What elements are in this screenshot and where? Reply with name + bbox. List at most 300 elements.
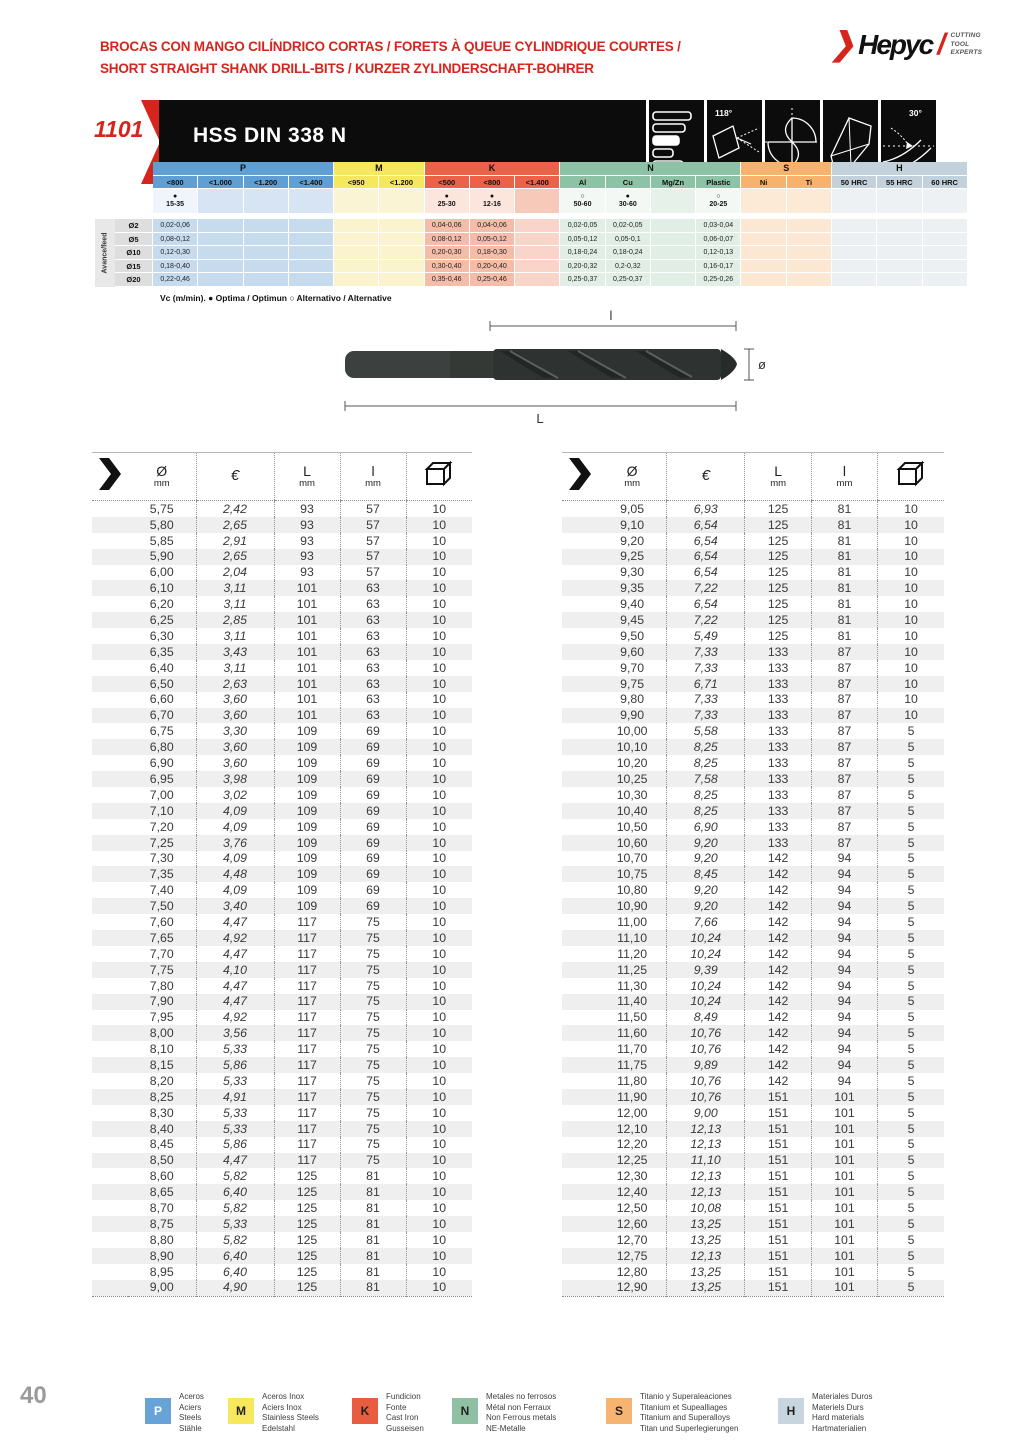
feed-cell xyxy=(289,219,334,233)
chevron-spacer-cell xyxy=(562,1184,598,1200)
cell-pack-qty: 10 xyxy=(406,803,472,819)
cutting-speed-cell xyxy=(515,188,560,213)
cell-diameter: 8,00 xyxy=(149,1026,174,1041)
cell-pack-qty: 5 xyxy=(878,1200,944,1216)
legend-line: Gusseisen xyxy=(386,1423,424,1433)
chevron-spacer-cell xyxy=(562,835,598,851)
cell-diameter: 8,90 xyxy=(149,1248,174,1263)
cell-price: 3,02 xyxy=(196,787,274,803)
cell-diameter: 6,10 xyxy=(149,581,174,596)
cell-pack-qty: 5 xyxy=(878,1232,944,1248)
material-subcolumn-row xyxy=(153,175,968,188)
cell-length-L: 133 xyxy=(745,803,811,819)
legend-item-M xyxy=(228,1392,319,1434)
cell-pack-qty: 10 xyxy=(406,755,472,771)
cell-price: 4,09 xyxy=(196,803,274,819)
table-row xyxy=(562,962,944,978)
cell-price: 3,56 xyxy=(196,1025,274,1041)
cell-length-l: 75 xyxy=(340,1057,406,1073)
cell-pack-qty: 5 xyxy=(878,866,944,882)
table-row xyxy=(92,1264,472,1280)
feed-cell: 0,03-0,04 xyxy=(696,219,741,233)
cell-length-L: 125 xyxy=(274,1200,340,1216)
cell-length-L: 125 xyxy=(745,565,811,581)
cell-length-L: 93 xyxy=(274,533,340,549)
chevron-spacer-cell xyxy=(92,1264,128,1280)
table-row xyxy=(562,835,944,851)
table-row xyxy=(92,1184,472,1200)
cell-length-l: 69 xyxy=(340,851,406,867)
chevron-spacer-cell xyxy=(92,1137,128,1153)
cell-price: 4,47 xyxy=(196,978,274,994)
chevron-spacer-cell xyxy=(92,1121,128,1137)
cell-length-l: 63 xyxy=(340,692,406,708)
table-row xyxy=(92,851,472,867)
cell-pack-qty: 10 xyxy=(406,517,472,533)
cell-pack-qty: 10 xyxy=(406,962,472,978)
cell-length-L: 151 xyxy=(745,1105,811,1121)
cell-pack-qty: 10 xyxy=(406,533,472,549)
chevron-spacer-cell xyxy=(562,882,598,898)
table-row xyxy=(562,565,944,581)
table-row xyxy=(562,628,944,644)
page-title xyxy=(100,36,681,79)
feed-cell xyxy=(923,260,968,274)
feed-cell xyxy=(787,273,832,287)
chevron-spacer-cell xyxy=(562,517,598,533)
price-table-header xyxy=(562,453,944,501)
cell-price: 6,93 xyxy=(667,501,745,517)
cell-length-L: 125 xyxy=(745,533,811,549)
cell-length-l: 101 xyxy=(811,1216,877,1232)
feed-cell xyxy=(832,233,877,247)
cell-price: 8,25 xyxy=(667,787,745,803)
chevron-spacer-cell xyxy=(92,851,128,867)
cell-length-L: 125 xyxy=(274,1232,340,1248)
table-row xyxy=(92,1137,472,1153)
cell-diameter: 8,50 xyxy=(149,1153,174,1168)
cell-price: 6,90 xyxy=(667,819,745,835)
material-subcolumn: <1.400 xyxy=(289,175,334,188)
legend-line: Steels xyxy=(179,1413,202,1423)
feed-cell: 0,25-0,37 xyxy=(560,273,605,287)
svg-text:ø: ø xyxy=(758,357,766,372)
legend-line: Edelstahl xyxy=(262,1423,295,1433)
cell-price: 2,65 xyxy=(196,549,274,565)
cell-diameter: 12,50 xyxy=(616,1200,648,1215)
feed-row xyxy=(115,273,968,287)
cell-length-l: 94 xyxy=(811,1025,877,1041)
chevron-spacer-cell xyxy=(92,1184,128,1200)
legend-item-S xyxy=(606,1392,738,1434)
cell-pack-qty: 10 xyxy=(406,882,472,898)
cell-length-L: 151 xyxy=(745,1184,811,1200)
feed-cell xyxy=(198,233,243,247)
cell-pack-qty: 5 xyxy=(878,819,944,835)
table-row xyxy=(562,1010,944,1026)
cell-length-L: 142 xyxy=(745,882,811,898)
cell-length-l: 57 xyxy=(340,549,406,565)
table-row xyxy=(92,1057,472,1073)
feed-cell: 0,05-0,1 xyxy=(606,233,651,247)
feed-cell xyxy=(877,233,922,247)
feed-cell: 0,20-0,30 xyxy=(425,246,470,260)
cell-length-l: 101 xyxy=(811,1184,877,1200)
cell-pack-qty: 5 xyxy=(878,946,944,962)
legend-text-M xyxy=(262,1392,319,1434)
chevron-spacer-cell xyxy=(92,1153,128,1169)
cell-price: 13,25 xyxy=(667,1232,745,1248)
feed-cell xyxy=(515,273,560,287)
chevron-spacer-cell xyxy=(562,898,598,914)
logo-slash-icon: / xyxy=(937,28,946,61)
material-group-header-row xyxy=(153,162,968,175)
chevron-spacer-cell xyxy=(92,644,128,660)
cell-length-L: 151 xyxy=(745,1216,811,1232)
cell-length-L: 109 xyxy=(274,787,340,803)
table-row xyxy=(562,882,944,898)
table-row xyxy=(92,1121,472,1137)
cell-price: 4,92 xyxy=(196,930,274,946)
product-name: HSS DIN 338 N xyxy=(193,124,347,147)
table-row xyxy=(562,819,944,835)
cell-pack-qty: 10 xyxy=(406,739,472,755)
page-number: 40 xyxy=(20,1382,47,1409)
cell-pack-qty: 10 xyxy=(406,1025,472,1041)
chevron-spacer-cell xyxy=(562,1010,598,1026)
cell-length-l: 81 xyxy=(811,596,877,612)
chevron-spacer-cell xyxy=(562,1089,598,1105)
cell-price: 3,40 xyxy=(196,898,274,914)
cell-pack-qty: 5 xyxy=(878,1264,944,1280)
cell-diameter: 10,50 xyxy=(616,819,648,834)
legend-line: Materiales Duros xyxy=(812,1392,873,1401)
cell-price: 8,25 xyxy=(667,755,745,771)
cell-diameter: 12,40 xyxy=(616,1185,648,1200)
chevron-spacer-cell xyxy=(92,517,128,533)
feed-cell: 0,08-0,12 xyxy=(425,233,470,247)
chevron-spacer-cell xyxy=(562,1073,598,1089)
cell-length-L: 109 xyxy=(274,835,340,851)
chevron-spacer-cell xyxy=(562,1121,598,1137)
cell-length-L: 101 xyxy=(274,628,340,644)
cutting-speed-cell xyxy=(832,188,877,213)
chevron-spacer-cell xyxy=(562,739,598,755)
cell-length-L: 151 xyxy=(745,1248,811,1264)
feed-cell xyxy=(741,260,786,274)
cell-length-L: 151 xyxy=(745,1232,811,1248)
cell-diameter: 9,40 xyxy=(620,597,645,612)
cell-length-l: 94 xyxy=(811,978,877,994)
cell-diameter: 10,75 xyxy=(616,867,648,882)
cell-price: 4,47 xyxy=(196,914,274,930)
cell-length-L: 133 xyxy=(745,660,811,676)
feed-cell: 0,02-0,05 xyxy=(560,219,605,233)
cell-pack-qty: 10 xyxy=(406,1073,472,1089)
brand-logo xyxy=(830,27,983,62)
cell-length-L: 125 xyxy=(745,612,811,628)
table-row xyxy=(562,994,944,1010)
feed-rows xyxy=(95,219,968,287)
logo-tagline: CUTTING TOOL EXPERTS xyxy=(950,31,983,57)
table-row xyxy=(562,723,944,739)
table-row xyxy=(562,612,944,628)
legend-text-N xyxy=(486,1392,556,1434)
feed-cell xyxy=(244,219,289,233)
cell-price: 10,08 xyxy=(667,1200,745,1216)
cell-pack-qty: 10 xyxy=(878,565,944,581)
vc-dot: ● xyxy=(489,192,495,200)
table-row xyxy=(92,755,472,771)
chevron-spacer-cell xyxy=(92,1216,128,1232)
col-price: € xyxy=(196,453,274,501)
table-row xyxy=(92,517,472,533)
cutting-data-table xyxy=(95,162,968,303)
table-row xyxy=(92,1105,472,1121)
cell-pack-qty: 10 xyxy=(406,1232,472,1248)
col-length-total: L mm xyxy=(745,453,811,501)
cell-price: 6,71 xyxy=(667,676,745,692)
cell-length-L: 101 xyxy=(274,644,340,660)
cell-price: 5,82 xyxy=(196,1168,274,1184)
cell-pack-qty: 5 xyxy=(878,851,944,867)
legend-line: Titan und Superlegierungen xyxy=(640,1423,739,1433)
cell-pack-qty: 10 xyxy=(406,1137,472,1153)
cell-length-L: 101 xyxy=(274,580,340,596)
cell-pack-qty: 10 xyxy=(406,946,472,962)
cell-price: 13,25 xyxy=(667,1264,745,1280)
cell-length-L: 133 xyxy=(745,787,811,803)
cell-price: 11,10 xyxy=(667,1153,745,1169)
vc-value: 50-60 xyxy=(573,201,592,208)
material-subcolumn: Plastic xyxy=(696,175,741,188)
table-row xyxy=(92,978,472,994)
material-group-P: P xyxy=(153,162,334,175)
cell-pack-qty: 10 xyxy=(406,692,472,708)
legend-item-H xyxy=(778,1392,872,1434)
chevron-spacer-cell xyxy=(562,803,598,819)
chevron-spacer-cell xyxy=(92,549,128,565)
legend-item-P xyxy=(145,1392,204,1434)
feed-row xyxy=(115,260,968,274)
cell-price: 12,13 xyxy=(667,1184,745,1200)
cell-pack-qty: 10 xyxy=(406,612,472,628)
cell-length-L: 109 xyxy=(274,755,340,771)
cutting-speed-cell xyxy=(425,188,470,213)
cell-length-L: 109 xyxy=(274,803,340,819)
table-row xyxy=(92,708,472,724)
feed-cell xyxy=(334,273,379,287)
table-row xyxy=(562,739,944,755)
chevron-spacer-cell xyxy=(562,580,598,596)
cell-price: 12,13 xyxy=(667,1121,745,1137)
feed-cell xyxy=(515,233,560,247)
chevron-spacer-cell xyxy=(92,994,128,1010)
cell-diameter: 12,70 xyxy=(616,1232,648,1247)
cell-pack-qty: 10 xyxy=(406,644,472,660)
cell-pack-qty: 5 xyxy=(878,962,944,978)
cell-pack-qty: 5 xyxy=(878,1089,944,1105)
material-group-N: N xyxy=(560,162,741,175)
cell-diameter: 11,75 xyxy=(617,1057,648,1072)
legend-swatch-H: H xyxy=(778,1398,804,1424)
feed-cell xyxy=(289,246,334,260)
legend-swatch-N: N xyxy=(452,1398,478,1424)
cell-length-L: 133 xyxy=(745,739,811,755)
table-row xyxy=(562,1232,944,1248)
cell-pack-qty: 10 xyxy=(878,596,944,612)
cell-length-l: 101 xyxy=(811,1153,877,1169)
cell-diameter: 7,60 xyxy=(149,914,174,929)
chevron-spacer-cell xyxy=(92,676,128,692)
cell-length-L: 109 xyxy=(274,819,340,835)
cell-price: 7,33 xyxy=(667,708,745,724)
cell-length-L: 117 xyxy=(274,1137,340,1153)
cell-price: 7,33 xyxy=(667,660,745,676)
cell-pack-qty: 5 xyxy=(878,771,944,787)
cell-price: 5,82 xyxy=(196,1232,274,1248)
cell-length-L: 125 xyxy=(274,1184,340,1200)
cell-price: 5,58 xyxy=(667,723,745,739)
cell-pack-qty: 10 xyxy=(878,692,944,708)
legend-text-K xyxy=(386,1392,424,1434)
cell-diameter: 11,60 xyxy=(617,1026,648,1041)
vc-value: 30-60 xyxy=(618,201,637,208)
cell-price: 4,92 xyxy=(196,1010,274,1026)
cell-price: 3,11 xyxy=(196,660,274,676)
feed-cell: 0,12-0,30 xyxy=(153,246,198,260)
logo-chevron-icon: ❯ xyxy=(830,27,856,62)
cell-diameter: 8,20 xyxy=(149,1073,174,1088)
cell-length-L: 133 xyxy=(745,755,811,771)
cell-length-L: 125 xyxy=(745,517,811,533)
feed-cell: 0,02-0,05 xyxy=(606,219,651,233)
table-row xyxy=(562,787,944,803)
table-row xyxy=(562,676,944,692)
cell-price: 3,11 xyxy=(196,628,274,644)
cell-price: 7,22 xyxy=(667,580,745,596)
cell-length-l: 69 xyxy=(340,866,406,882)
cell-length-l: 63 xyxy=(340,580,406,596)
cell-length-l: 81 xyxy=(811,501,877,517)
cell-pack-qty: 10 xyxy=(406,1216,472,1232)
table-row xyxy=(562,517,944,533)
legend-line: Fundicion xyxy=(386,1392,421,1401)
cell-length-l: 94 xyxy=(811,1057,877,1073)
cell-diameter: 9,30 xyxy=(620,565,645,580)
cell-diameter: 11,30 xyxy=(617,978,648,993)
table-row xyxy=(92,930,472,946)
drill-dimension-diagram xyxy=(330,310,770,428)
cell-length-l: 87 xyxy=(811,835,877,851)
table-row xyxy=(562,549,944,565)
chevron-spacer-cell xyxy=(92,787,128,803)
feed-cell xyxy=(877,260,922,274)
cell-pack-qty: 10 xyxy=(878,628,944,644)
table-row xyxy=(92,644,472,660)
material-subcolumn: <1.000 xyxy=(198,175,243,188)
cell-length-l: 75 xyxy=(340,978,406,994)
cell-length-l: 87 xyxy=(811,787,877,803)
chevron-spacer-cell xyxy=(92,1041,128,1057)
cell-pack-qty: 5 xyxy=(878,803,944,819)
chevron-spacer-cell xyxy=(92,978,128,994)
chevron-spacer-cell xyxy=(562,914,598,930)
cutting-speed-cell xyxy=(153,188,198,213)
feed-cell xyxy=(923,219,968,233)
chevron-spacer-cell xyxy=(562,565,598,581)
cell-price: 2,65 xyxy=(196,517,274,533)
cell-diameter: 12,75 xyxy=(616,1248,648,1263)
cell-length-l: 81 xyxy=(811,580,877,596)
table-row xyxy=(92,882,472,898)
table-row xyxy=(92,723,472,739)
cell-pack-qty: 10 xyxy=(878,660,944,676)
cell-diameter: 6,20 xyxy=(149,597,174,612)
chevron-spacer-cell xyxy=(92,803,128,819)
cell-diameter: 10,30 xyxy=(616,787,648,802)
chevron-spacer-cell xyxy=(92,898,128,914)
chevron-spacer-cell xyxy=(562,1248,598,1264)
cell-diameter: 8,15 xyxy=(149,1057,174,1072)
chevron-spacer-cell xyxy=(92,739,128,755)
chevron-spacer-cell xyxy=(92,1010,128,1026)
table-row xyxy=(92,1232,472,1248)
cell-diameter: 12,90 xyxy=(616,1280,648,1295)
cell-length-l: 81 xyxy=(340,1280,406,1296)
cell-diameter: 7,70 xyxy=(149,946,174,961)
cell-length-L: 117 xyxy=(274,1153,340,1169)
cell-length-L: 125 xyxy=(745,596,811,612)
vc-footnote: Vc (m/min). ● Optima / Optimun ○ Alternativo / Alternative xyxy=(160,292,392,303)
cell-length-L: 125 xyxy=(745,628,811,644)
table-row xyxy=(92,1025,472,1041)
cell-price: 5,33 xyxy=(196,1121,274,1137)
cell-length-L: 151 xyxy=(745,1200,811,1216)
cell-pack-qty: 5 xyxy=(878,1010,944,1026)
cell-length-L: 133 xyxy=(745,819,811,835)
cell-diameter: 10,70 xyxy=(616,851,648,866)
cell-price: 9,39 xyxy=(667,962,745,978)
cell-pack-qty: 10 xyxy=(406,994,472,1010)
legend-line: Metales no ferrosos xyxy=(486,1392,557,1401)
table-row xyxy=(562,501,944,517)
chevron-spacer-cell xyxy=(92,866,128,882)
legend-item-K xyxy=(352,1392,424,1434)
feed-cell xyxy=(787,246,832,260)
material-group-H: H xyxy=(832,162,968,175)
svg-text:30°: 30° xyxy=(909,108,922,118)
cell-length-l: 57 xyxy=(340,533,406,549)
cell-length-l: 81 xyxy=(340,1168,406,1184)
table-row xyxy=(562,946,944,962)
cell-price: 9,20 xyxy=(667,851,745,867)
cell-diameter: 9,75 xyxy=(620,676,645,691)
cell-pack-qty: 10 xyxy=(878,517,944,533)
cell-pack-qty: 10 xyxy=(406,866,472,882)
cell-length-L: 109 xyxy=(274,771,340,787)
cell-price: 10,24 xyxy=(667,978,745,994)
feed-cell: 0,18-0,30 xyxy=(470,246,515,260)
feed-cell xyxy=(334,246,379,260)
cell-diameter: 8,30 xyxy=(149,1105,174,1120)
table-row xyxy=(92,676,472,692)
cell-pack-qty: 10 xyxy=(406,565,472,581)
table-row xyxy=(92,739,472,755)
legend-line: Titanio y Superaleaciones xyxy=(640,1392,732,1401)
cell-price: 7,58 xyxy=(667,771,745,787)
cell-length-L: 101 xyxy=(274,612,340,628)
